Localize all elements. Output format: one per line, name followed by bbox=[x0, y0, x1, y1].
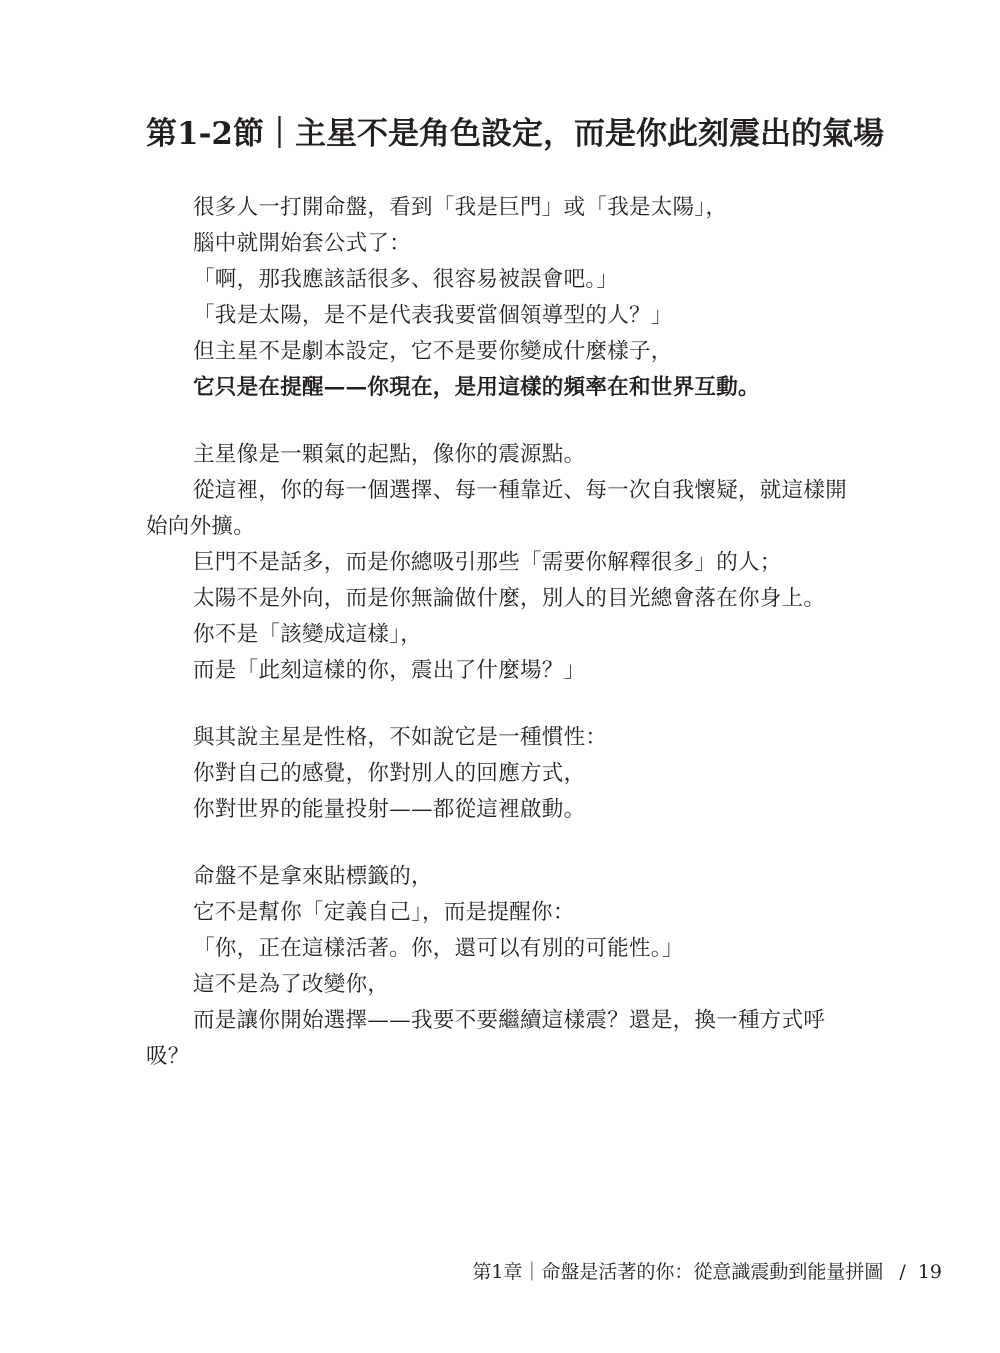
paragraph-gap bbox=[146, 406, 886, 437]
page-number: 19 bbox=[917, 1261, 942, 1283]
text-line: 與其說主星是性格，不如說它是一種慣性： bbox=[193, 725, 608, 750]
body-text bbox=[146, 190, 886, 1075]
text-line: 這不是為了改變你， bbox=[193, 972, 390, 997]
text-line: 「我是太陽，是不是代表我要當個領導型的人？」 bbox=[193, 303, 673, 328]
text-line: 命盤不是拿來貼標籤的， bbox=[193, 864, 433, 889]
text-line: 而是「此刻這樣的你，震出了什麼場？」 bbox=[193, 658, 586, 683]
paragraph-3 bbox=[146, 720, 886, 828]
paragraph-1 bbox=[146, 190, 886, 406]
text-line: 而是讓你開始選擇——我要不要繼續這樣震？還是，換一種方式呼 bbox=[193, 1008, 826, 1033]
emphasized-line: 它只是在提醒——你現在，是用這樣的頻率在和世界互動。 bbox=[193, 375, 760, 400]
text-line: 從這裡，你的每一個選擇、每一種靠近、每一次自我懷疑，就這樣開 bbox=[193, 478, 848, 503]
text-line-continuation: 吸？ bbox=[146, 1044, 190, 1069]
text-line: 你對自己的感覺，你對別人的回應方式， bbox=[193, 761, 586, 786]
running-footer bbox=[472, 1256, 942, 1288]
paragraph-gap bbox=[146, 689, 886, 720]
text-line: 太陽不是外向，而是你無論做什麼，別人的目光總會落在你身上。 bbox=[193, 586, 826, 611]
paragraph-gap bbox=[146, 828, 886, 859]
text-line: 主星像是一顆氣的起點，像你的震源點。 bbox=[193, 442, 586, 467]
paragraph-2 bbox=[146, 437, 886, 689]
text-line: 「啊，那我應該話很多、很容易被誤會吧。」 bbox=[193, 267, 619, 292]
text-line: 你不是「該變成這樣」， bbox=[193, 622, 423, 647]
text-line: 「你，正在這樣活著。你，還可以有別的可能性。」 bbox=[193, 936, 684, 961]
text-line-continuation: 始向外擴。 bbox=[146, 514, 256, 539]
paragraph-4 bbox=[146, 859, 886, 1075]
text-line: 你對世界的能量投射——都從這裡啟動。 bbox=[193, 797, 586, 822]
section-title: 第1-2節｜主星不是角色設定，而是你此刻震出的氣場 bbox=[146, 116, 885, 152]
text-line: 很多人一打開命盤，看到「我是巨門」或「我是太陽」， bbox=[193, 195, 728, 220]
text-line: 腦中就開始套公式了： bbox=[193, 231, 412, 256]
footer-separator: / bbox=[899, 1261, 906, 1283]
text-line: 巨門不是話多，而是你總吸引那些「需要你解釋很多」的人； bbox=[193, 550, 782, 575]
chapter-title: 第1章｜命盤是活著的你：從意識震動到能量拼圖 bbox=[472, 1261, 884, 1283]
text-line: 它不是幫你「定義自己」，而是提醒你： bbox=[193, 900, 575, 925]
text-line: 但主星不是劇本設定，它不是要你變成什麼樣子， bbox=[193, 339, 673, 364]
